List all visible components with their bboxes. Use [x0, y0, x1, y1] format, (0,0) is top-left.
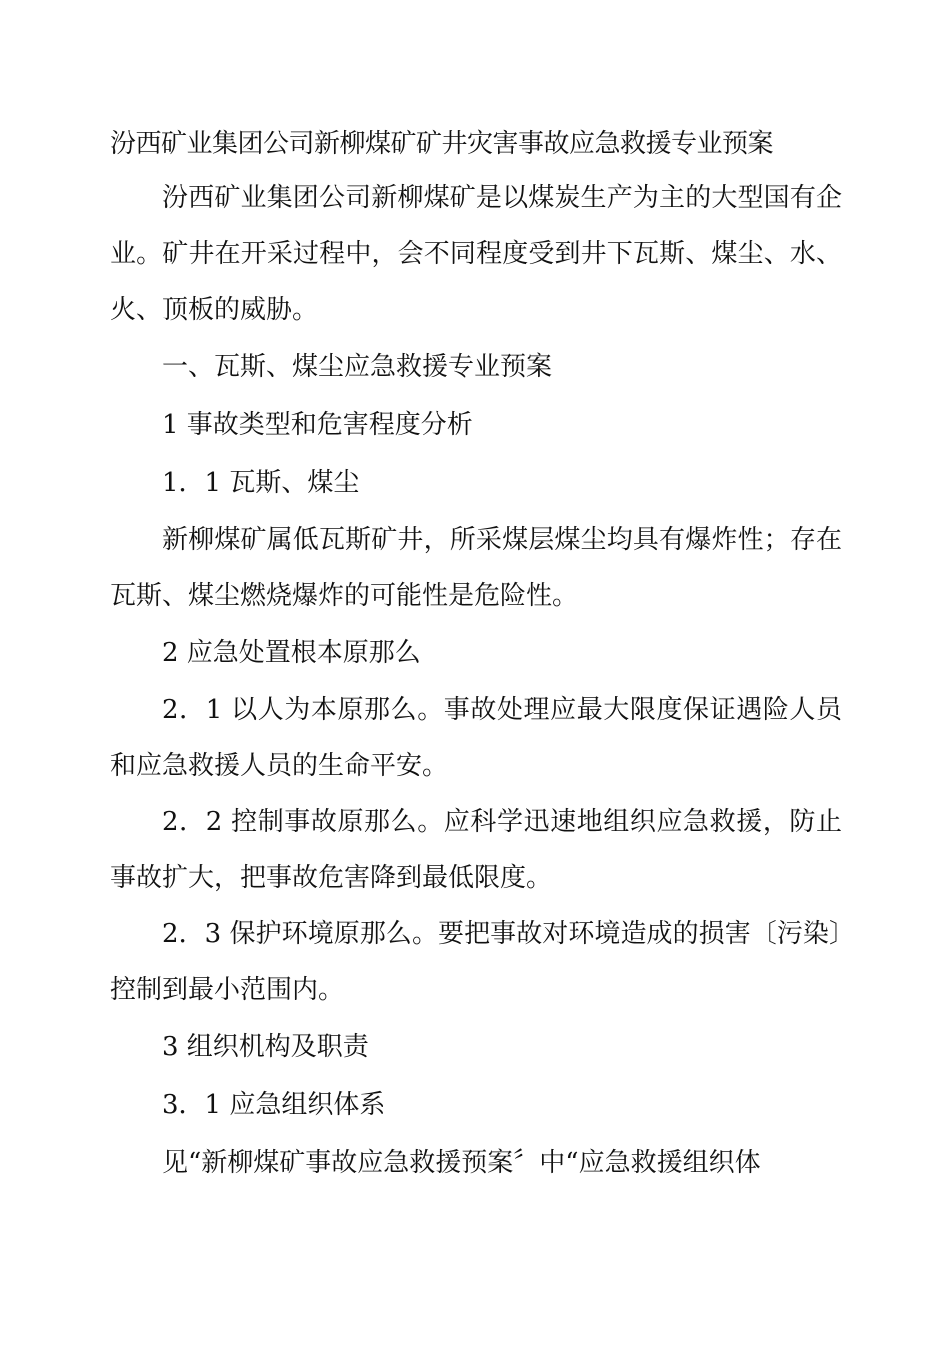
principle-environment-paragraph: 2．3 保护环境原那么。要把事故对环境造成的损害〔污染〕控制到最小范围内。: [110, 919, 842, 1005]
intro-paragraph: 汾西矿业集团公司新柳煤矿是以煤炭生产为主的大型国有企业。矿井在开采过程中，会不同程度受到井下瓦斯、煤尘、水、火、顶板的威胁。: [110, 183, 842, 325]
subsection-heading-gas-dust: 1．1 瓦斯、煤尘: [162, 468, 360, 498]
principle-control-paragraph: 2．2 控制事故原那么。应科学迅速地组织应急救援，防止事故扩大，把事故危害降到最低限度。: [110, 807, 842, 893]
section-heading-principles: 2 应急处置根本原那么: [162, 638, 421, 668]
principle-people-paragraph: 2．1 以人为本原那么。事故处理应最大限度保证遇险人员和应急救援人员的生命平安。: [110, 695, 842, 781]
section-heading-organization: 3 组织机构及职责: [162, 1032, 369, 1062]
section-heading-accident-types: 1 事故类型和危害程度分析: [162, 410, 473, 440]
subsection-heading-emergency-system: 3．1 应急组织体系: [162, 1090, 386, 1120]
document-page: [110, 118, 842, 1192]
document-title: 汾西矿业集团公司新柳煤矿矿井灾害事故应急救援专业预案: [110, 129, 774, 159]
gas-dust-paragraph: 新柳煤矿属低瓦斯矿井，所采煤层煤尘均具有爆炸性；存在瓦斯、煤尘燃烧爆炸的可能性是危险性。: [110, 525, 842, 611]
reference-paragraph: 见“新柳煤矿事故应急救援预案〞中“应急救援组织体: [162, 1148, 761, 1178]
section-heading-gas-dust: 一、瓦斯、煤尘应急救援专业预案: [162, 352, 553, 382]
